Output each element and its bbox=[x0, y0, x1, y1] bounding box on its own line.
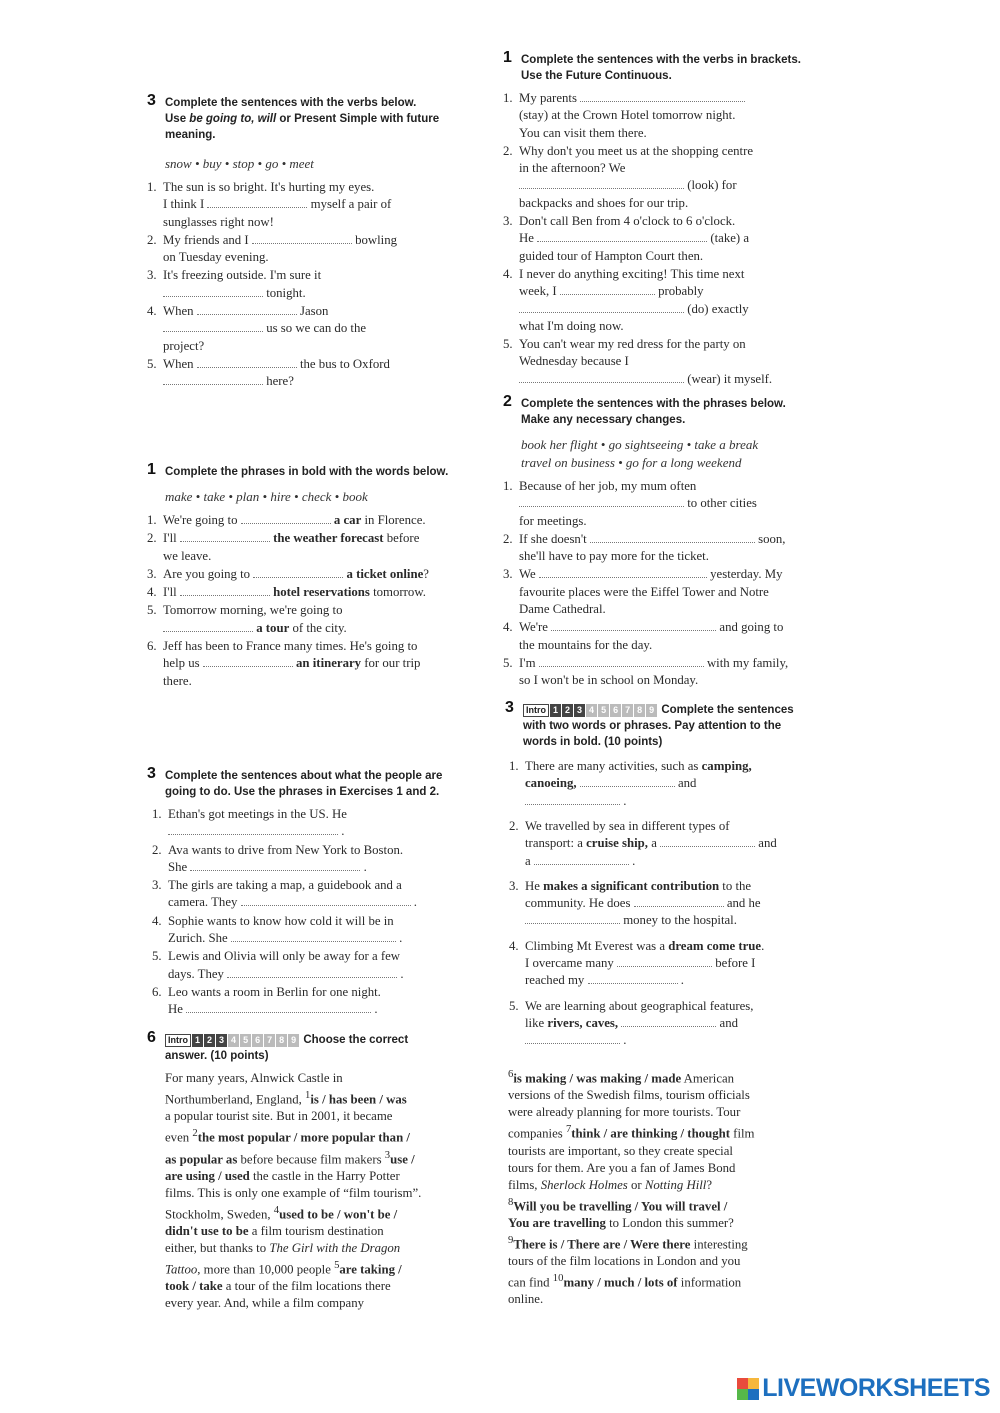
answer-blank[interactable] bbox=[590, 532, 755, 543]
answer-blank[interactable] bbox=[186, 1002, 371, 1013]
answer-blank[interactable] bbox=[634, 896, 724, 907]
answer-blank[interactable] bbox=[580, 91, 745, 102]
logo-mark-icon bbox=[737, 1378, 759, 1400]
question-item: 1. The sun is so bright. It's hurting my eyes. I think I myself a pair of sunglasses right now! bbox=[147, 180, 392, 229]
question-list bbox=[147, 512, 467, 690]
question-list bbox=[503, 478, 823, 690]
choice-option[interactable]: There is / There are / Were there bbox=[513, 1237, 691, 1252]
exercise-3-verbs bbox=[147, 92, 447, 392]
choice-option[interactable]: are taking / bbox=[339, 1262, 402, 1277]
word-list: book her flight • go sightseeing • take a break travel on business • go for a long weekend bbox=[521, 437, 759, 470]
choice-option[interactable]: is / has been / was bbox=[310, 1092, 407, 1107]
answer-blank[interactable] bbox=[203, 656, 293, 667]
answer-blank[interactable] bbox=[231, 931, 396, 942]
question-item: 1. There are many activities, such as camping, canoeing, and . bbox=[509, 759, 752, 808]
answer-blank[interactable] bbox=[197, 304, 297, 315]
answer-blank[interactable] bbox=[227, 967, 397, 978]
exercise-heading: 1 Complete the phrases in bold with the words below. bbox=[147, 461, 449, 478]
question-item: 1. Ethan's got meetings in the US. He . bbox=[152, 807, 347, 839]
answer-blank[interactable] bbox=[534, 854, 629, 865]
exercise-heading: 1 Complete the sentences with the verbs in brackets. Use the Future Continuous. bbox=[503, 49, 801, 82]
answer-blank[interactable] bbox=[168, 824, 338, 835]
answer-blank[interactable] bbox=[241, 513, 331, 524]
question-list bbox=[509, 758, 825, 1049]
choice-option[interactable]: think / are thinking / thought bbox=[571, 1126, 730, 1141]
choice-option[interactable]: used to be / won't be / bbox=[279, 1207, 398, 1222]
cloze-text-right: $^6$is making / was making / made American versions of the Swedish films, tourism officials were already planning for more tourists. Tour companies $^7$think / are thinking / thought film tourists are important, so they create special tours for them. Are you a fan of James Bond films, Sherlock Holmes or Notting Hill? $^8$Will you be travelling / You will travel / You are travelling to London this summer? $^9$There is / There are / Were there interesting tours of the film locations in London and you can find $^{10}$many / much / lots of information online. bbox=[508, 1069, 755, 1307]
question-item: 1. Because of her job, my mum often to other cities for meetings. bbox=[503, 479, 757, 528]
answer-blank[interactable] bbox=[621, 1016, 716, 1027]
question-item: 5. When the bus to Oxford here? bbox=[147, 356, 390, 389]
question-item: 2. I'll the weather forecast before we leave. bbox=[147, 531, 420, 563]
exercise-number: 3 bbox=[147, 92, 156, 109]
question-item: 2. Why don't you meet us at the shopping centre in the afternoon? We (look) for backpacks and shoes for our trip. bbox=[503, 143, 754, 210]
answer-blank[interactable] bbox=[660, 836, 755, 847]
question-item: 5. I'm with my family, so I won't be in school on Monday. bbox=[503, 655, 789, 688]
answer-blank[interactable] bbox=[519, 372, 684, 383]
question-item: 4. I'll hotel reservations tomorrow. bbox=[147, 585, 426, 600]
choice-option[interactable]: You are travelling bbox=[508, 1215, 606, 1230]
unit-badge: Intro 1 2 3 4 5 6 7 8 9 bbox=[165, 1032, 300, 1048]
exercise-2-phrases bbox=[503, 393, 823, 691]
answer-blank[interactable] bbox=[525, 794, 620, 805]
answer-blank[interactable] bbox=[537, 231, 707, 242]
question-item: 1. We're going to a car in Florence. bbox=[147, 513, 426, 527]
question-item: 4. Sophie wants to know how cold it will be in Zurich. She . bbox=[152, 913, 403, 946]
question-list bbox=[503, 90, 823, 388]
question-item: 3. The girls are taking a map, a guidebook and a camera. They . bbox=[152, 878, 418, 910]
question-item: 3. Don't call Ben from 4 o'clock to 6 o'clock. He (take) a guided tour of Hampton Court then. bbox=[503, 214, 750, 263]
question-item: 2. If she doesn't soon, she'll have to pay more for the ticket. bbox=[503, 531, 786, 564]
answer-blank[interactable] bbox=[617, 956, 712, 967]
answer-blank[interactable] bbox=[580, 776, 675, 787]
answer-blank[interactable] bbox=[253, 567, 343, 578]
answer-blank[interactable] bbox=[197, 357, 297, 368]
answer-blank[interactable] bbox=[519, 178, 684, 189]
cloze-text-left: For many years, Alnwick Castle in Northumberland, England, $^1$is / has been / was a popular tourist site. But in 2001, it became even $^2$the most popular / more popular than / as popular as before because film makers $^3$use / are using / used the castle in the Harry Potter films. This is only one example of “film tourism”. Stockholm, Sweden, $^4$used to be / won't be / didn't use to be a film tourism destination either, but thanks to The Girl with the Dragon Tattoo, more than 10,000 people $^5$are taking / took / take a tour of the film locations there every year. And, while a film company bbox=[165, 1071, 422, 1311]
answer-blank[interactable] bbox=[560, 284, 655, 295]
answer-blank[interactable] bbox=[539, 656, 704, 667]
answer-blank[interactable] bbox=[163, 286, 263, 297]
question-item: 3. He makes a significant contribution to the community. He does and he money to the hospital. bbox=[509, 878, 761, 928]
exercise-heading: 3 Intro 1 2 3 4 5 6 7 8 9 Complete the sentences with two words or phrases. Pay attention to the words in bold. (10 points) bbox=[505, 699, 794, 749]
exercise-1-future-continuous bbox=[503, 49, 823, 389]
answer-blank[interactable] bbox=[525, 913, 620, 924]
choice-option[interactable]: as popular as bbox=[165, 1151, 238, 1166]
question-item: 4. When Jason us so we can do the project? bbox=[147, 304, 367, 353]
choice-option[interactable]: the most popular / more popular than / bbox=[197, 1130, 410, 1145]
logo-text: LIVEWORKSHEETS bbox=[762, 1374, 990, 1402]
choice-option[interactable]: Will you be travelling / You will travel / bbox=[513, 1198, 728, 1213]
question-item: 4. Climbing Mt Everest was a dream come true. I overcame many before I reached my . bbox=[509, 938, 765, 988]
question-item: 5. Tomorrow morning, we're going to a tour of the city. bbox=[147, 603, 347, 635]
question-item: 5. We are learning about geographical features, like rivers, caves, and . bbox=[509, 998, 754, 1048]
answer-blank[interactable] bbox=[180, 531, 270, 542]
choice-option[interactable]: took / take bbox=[165, 1279, 223, 1294]
word-list: snow • buy • stop • go • meet bbox=[165, 156, 314, 171]
question-item: 5. You can't wear my red dress for the party on Wednesday because I (wear) it myself. bbox=[503, 337, 773, 386]
question-item: 6. Jeff has been to France many times. He's going to help us an itinerary for our trip there. bbox=[147, 639, 421, 688]
question-item: 4. We're and going to the mountains for the day. bbox=[503, 620, 784, 652]
answer-blank[interactable] bbox=[252, 233, 352, 244]
word-list: make • take • plan • hire • check • book bbox=[165, 489, 368, 504]
question-list bbox=[152, 806, 447, 1019]
question-item: 2. We travelled by sea in different types of transport: a cruise ship, a and a . bbox=[509, 818, 777, 868]
liveworksheets-logo bbox=[737, 1374, 990, 1403]
question-item: 1. My parents (stay) at the Crown Hotel tomorrow night. You can visit them there. bbox=[503, 90, 823, 142]
choice-option[interactable]: many / much / lots of bbox=[563, 1275, 678, 1290]
exercise-1-phrases-bold bbox=[147, 461, 467, 691]
exercise-heading: 3 Complete the sentences about what the people are going to do. Use the phrases in Exercises 1 and 2. bbox=[147, 765, 443, 798]
question-item: 3. It's freezing outside. I'm sure it tonight. bbox=[147, 268, 322, 300]
question-item: 4. I never do anything exciting! This time next week, I probably (do) exactly what I'm doing now. bbox=[503, 266, 749, 333]
exercise-6-heading: 6 Intro 1 2 3 4 5 6 7 8 9 Choose the correct answer. (10 points) bbox=[147, 1029, 409, 1063]
question-list bbox=[147, 179, 447, 391]
answer-blank[interactable] bbox=[163, 374, 263, 385]
answer-blank[interactable] bbox=[519, 496, 684, 507]
answer-blank[interactable] bbox=[163, 621, 253, 632]
choice-option[interactable]: is making / was making / made bbox=[513, 1071, 682, 1086]
answer-blank[interactable] bbox=[588, 973, 678, 984]
exercise-heading: 2 Complete the sentences with the phrases below. Make any necessary changes. bbox=[503, 393, 786, 426]
question-item: 3. We yesterday. My favourite places were the Eiffel Tower and Notre Dame Cathedral. bbox=[503, 567, 783, 617]
answer-blank[interactable] bbox=[190, 860, 360, 871]
answer-blank[interactable] bbox=[241, 895, 411, 906]
answer-blank[interactable] bbox=[539, 567, 707, 578]
exercise-heading: 3 Complete the sentences with the verbs below. Use be going to, will or Present Simple with future meaning. bbox=[147, 92, 440, 141]
question-item: 2. My friends and I bowling on Tuesday evening. bbox=[147, 232, 398, 265]
choice-option[interactable]: are using / used bbox=[165, 1168, 250, 1183]
question-item: 3. Are you going to a ticket online? bbox=[147, 566, 429, 581]
choice-option[interactable]: didn't use to be bbox=[165, 1224, 249, 1239]
answer-blank[interactable] bbox=[163, 321, 263, 332]
unit-badge: Intro 1 2 3 4 5 6 7 8 9 bbox=[523, 702, 658, 718]
answer-blank[interactable] bbox=[207, 197, 307, 208]
question-item: 2. Ava wants to drive from New York to Boston. She . bbox=[152, 842, 404, 874]
exercise-3-going-to bbox=[147, 765, 447, 1020]
answer-blank[interactable] bbox=[519, 302, 684, 313]
question-item: 5. Lewis and Olivia will only be away for a few days. They . bbox=[152, 949, 404, 981]
answer-blank[interactable] bbox=[180, 585, 270, 596]
exercise-3-two-words bbox=[505, 699, 825, 1050]
answer-blank[interactable] bbox=[525, 1033, 620, 1044]
question-item: 6. Leo wants a room in Berlin for one night. He . bbox=[152, 984, 381, 1017]
choice-option[interactable]: use / bbox=[390, 1151, 415, 1166]
answer-blank[interactable] bbox=[551, 620, 716, 631]
